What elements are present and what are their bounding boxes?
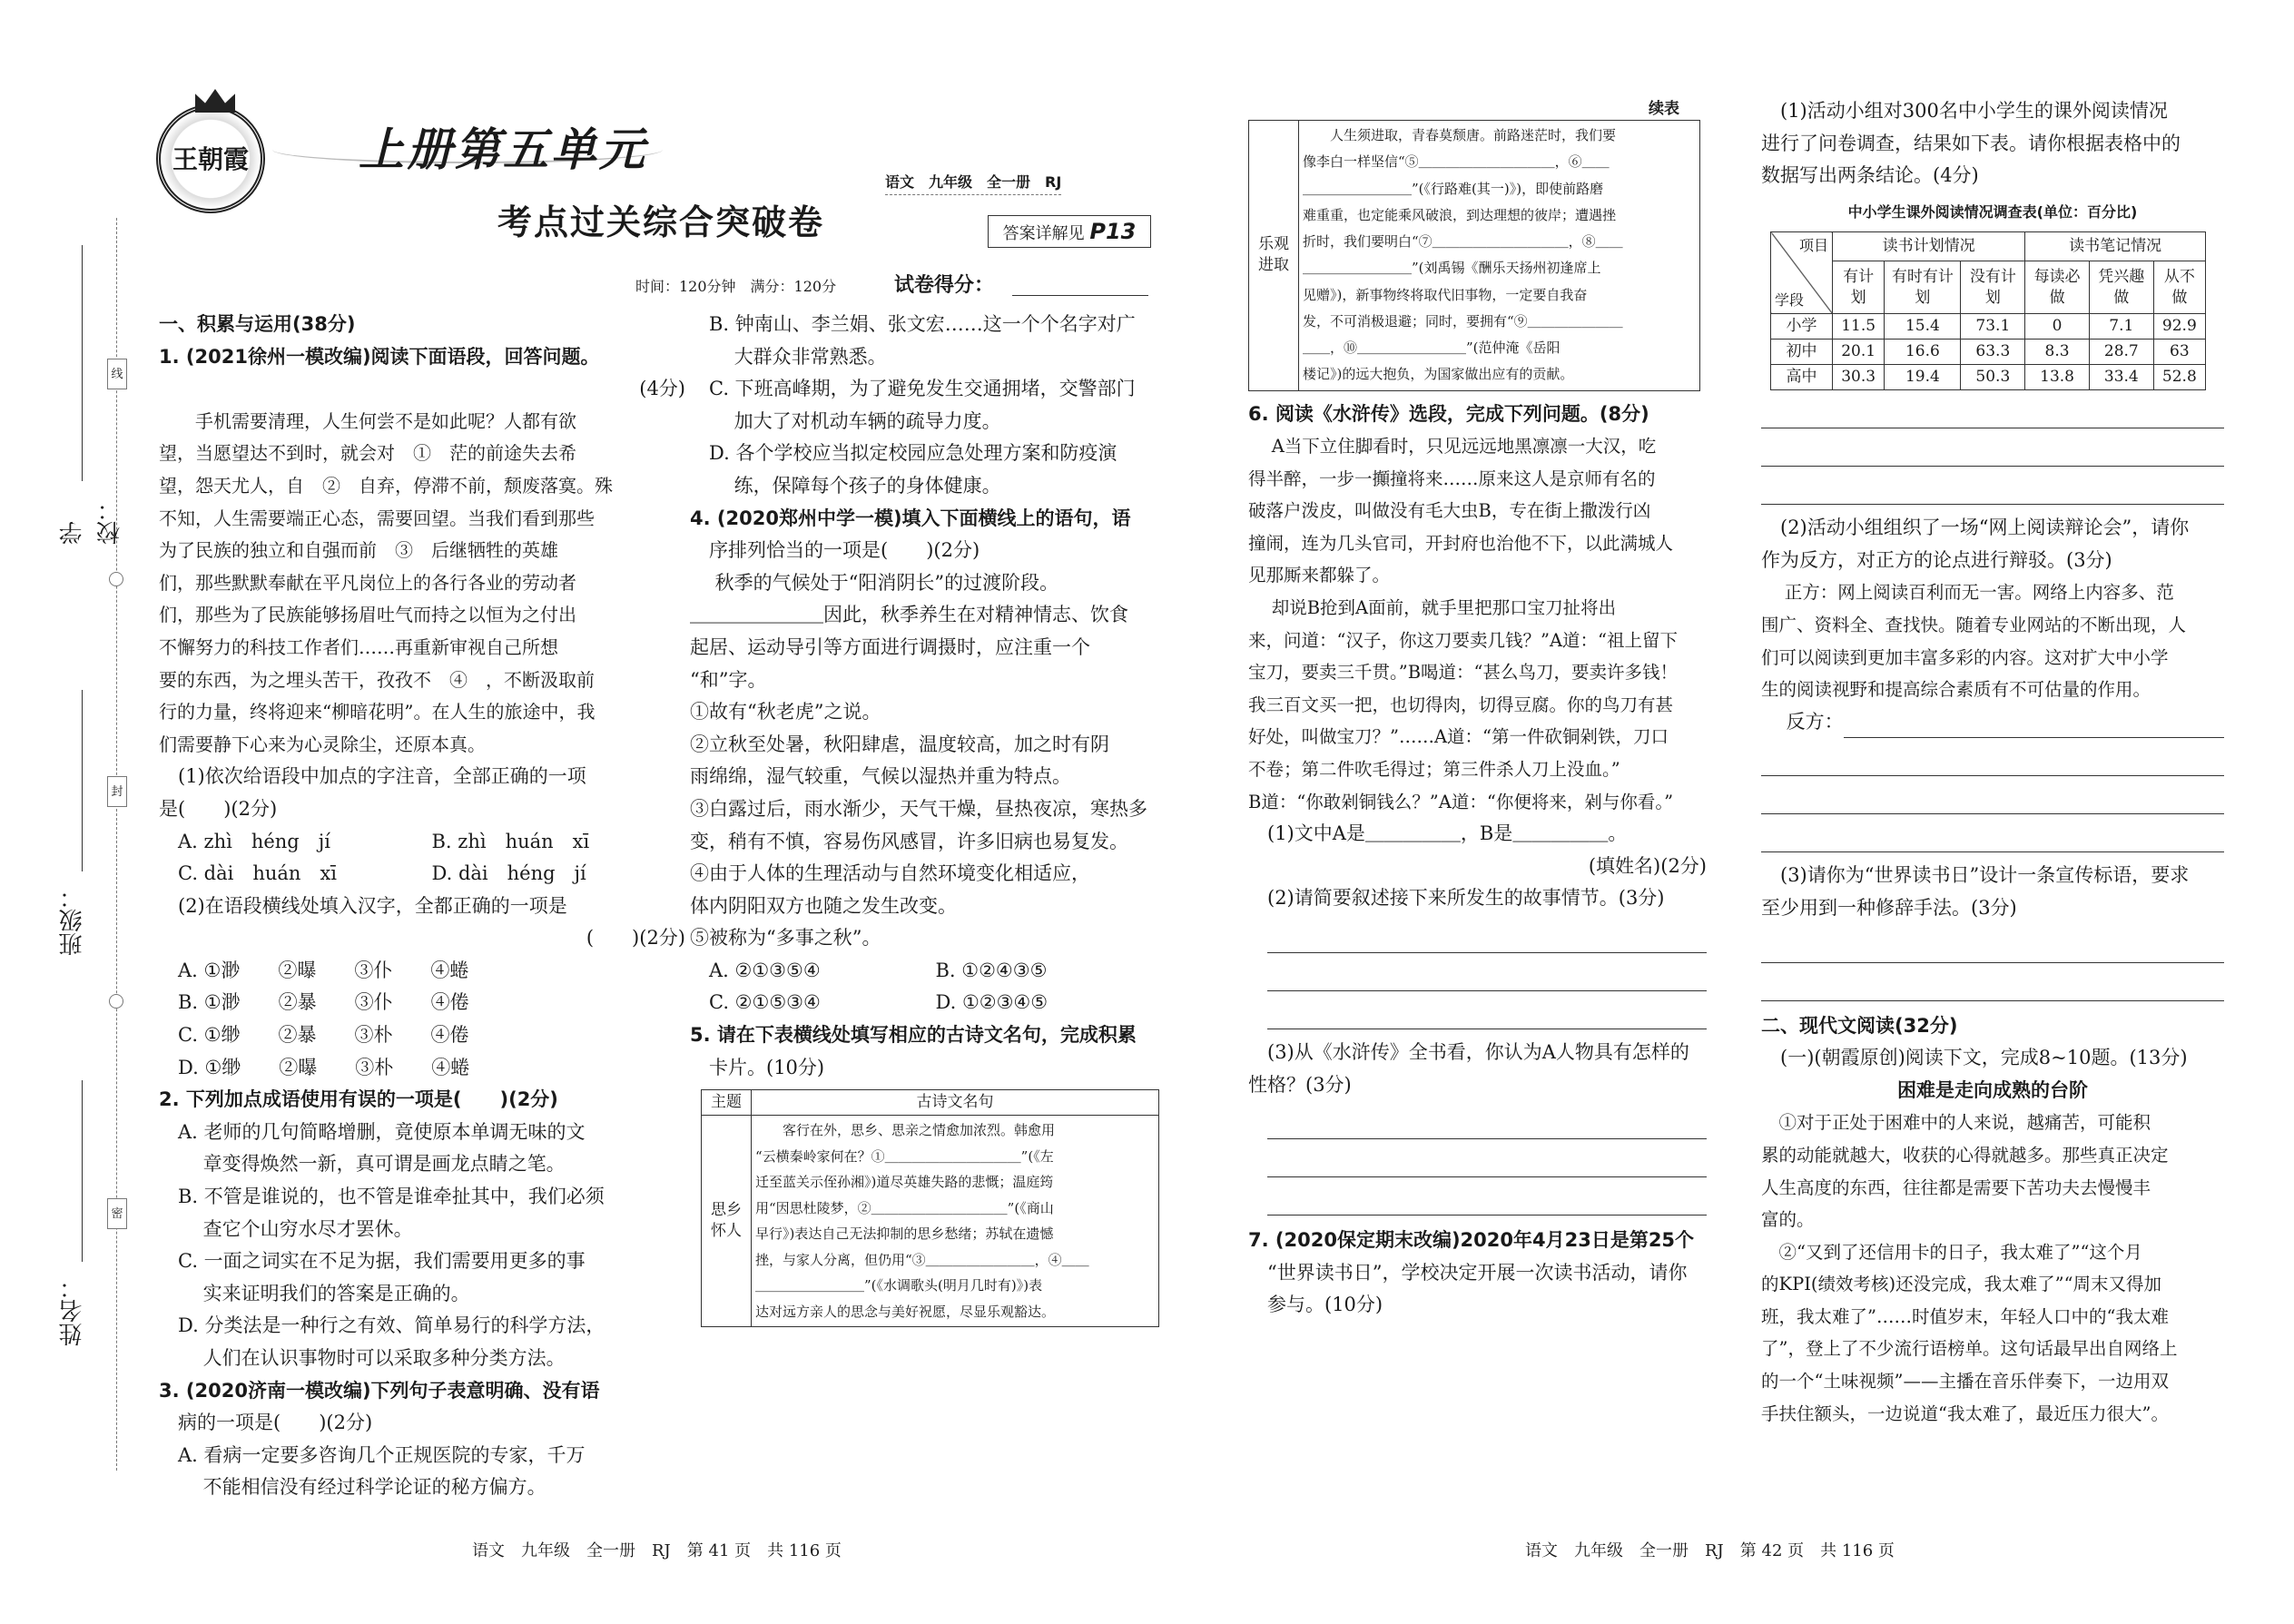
q6-passage (1248, 430, 1707, 818)
q6-line: 不卷；第二件吹毛得过；第三件杀人刀上没血。” (1248, 759, 1620, 781)
q5-cell-line: 达对远方亲人的思念与美好祝愿，尽显乐观豁达。 (755, 1303, 1056, 1320)
q1-line: 行的力量，终将迎来“柳暗花明”。在人生的旅途中，我 (159, 701, 596, 723)
option[interactable]: D. dài héng jí (431, 862, 586, 885)
q5-cell-line: 早行》)表达自己无法抑制的思乡愁绪；苏轼在遗憾 (755, 1225, 1054, 1243)
table-header: 每读必做 (2025, 261, 2090, 314)
section-2-sub: (一)(朝霞原创)阅读下文，完成8~10题。(13分) (1780, 1047, 2188, 1069)
article-line: 累的动能就越大，收获的心得就越多。那些真正决定 (1761, 1144, 2169, 1166)
q5-cell-line: 发，不可消极退避；同时，要拥有“⑨＿＿＿＿＿＿＿ (1303, 312, 1623, 330)
continued-label: 续表 (1649, 100, 1679, 118)
answer-ref-page: P13 (1089, 219, 1137, 244)
meta-tags: 语文 九年级 全一册 RJ (885, 171, 1061, 195)
q5-head: 5. 请在下表横线处填写相应的古诗文名句，完成积累 (690, 1024, 1137, 1047)
q4-line: 起居、运动导引等方面进行调摄时，应注重一个 (690, 635, 1090, 658)
score-field[interactable] (1012, 295, 1148, 296)
table-cell: 7.1 (2089, 314, 2153, 340)
table-cell: 52.8 (2153, 365, 2205, 390)
answer-line[interactable] (1267, 915, 1707, 953)
table-corner (1771, 232, 1833, 314)
q7-sub2: (2)活动小组组织了一场“网上阅读辩论会”，请你 (1780, 517, 2190, 539)
q1-head: 1. (2021徐州一模改编)阅读下面语段，回答问题。 (159, 345, 600, 368)
section-1-title: 一、积累与运用(38分) (159, 313, 356, 335)
q1-line: 望，怨天尤人，自 ② 自弃，停滞不前，颓废落寞。殊 (159, 474, 613, 497)
school-field[interactable] (54, 245, 124, 545)
q3-line[interactable]: C. 下班高峰期，为了避免发生交通拥堵，交警部门 (709, 378, 1136, 400)
class-label: 班级： (59, 885, 86, 956)
q3-head: 3. (2020济南一模改编)下列句子表意明确、没有语 (159, 1379, 600, 1402)
name-field[interactable] (54, 1080, 86, 1380)
table-header: 有时有计划 (1885, 261, 1961, 314)
answer-line[interactable] (1267, 953, 1707, 991)
q7-zheng-line: 正方：网上阅读百利而无一害。网络上内容多、范 (1761, 582, 2174, 604)
table-cell: 28.7 (2089, 340, 2153, 365)
table-cell: 92.9 (2153, 314, 2205, 340)
school-label: 学校： (59, 497, 124, 545)
q5-cell-line: 难重重，也定能乘风破浪，到达理想的彼岸；遭遇挫 (1303, 206, 1617, 223)
table-cell: 50.3 (1961, 365, 2025, 390)
option[interactable]: C. ①缈 ②暴 ③朴 ④倦 (178, 1024, 469, 1047)
q1-line: 为了民族的独立和自强而前 ③ 后继牺牲的英雄 (159, 539, 558, 562)
q4-line: ④由于人体的生理活动与自然环境变化相适应， (690, 862, 1090, 885)
q5-theme-cell: 乐观进取 (1249, 121, 1299, 391)
q7-zheng-line: 生的阅读视野和提高综合素质有不可估量的作用。 (1761, 679, 2151, 701)
q3-line[interactable]: D. 各个学校应当拟定校园应急处理方案和防疫演 (709, 442, 1117, 465)
q5-cell-line: 见赠》)，新事物终将取代旧事物，一定要自我奋 (1303, 286, 1588, 303)
q3-line[interactable]: A. 看病一定要多咨询几个正规医院的专家，千万 (178, 1443, 586, 1466)
table-cell: 73.1 (1961, 314, 2025, 340)
q2-head: 2. 下列加点成语使用有误的一项是( )(2分) (159, 1088, 558, 1111)
q4-line: ②立秋至处暑，秋阳肆虐，温度较高，加之时有阴 (690, 733, 1109, 755)
table-cell: 63.3 (1961, 340, 2025, 365)
footer-right: 语文 九年级 全一册 RJ 第 42 页 共 116 页 (1525, 1541, 1895, 1560)
paper-title: 考点过关综合突破卷 (497, 202, 825, 242)
q3-line: 不能相信没有经过科学论证的秘方偏方。 (178, 1476, 546, 1499)
column-2 (690, 309, 1162, 1327)
q1-sub2: (2)在语段横线处填入汉字，全都正确的一项是 (178, 894, 567, 917)
article-line: 手扶住额头，一边说道“我太难了，最近压力很大”。 (1761, 1403, 2169, 1424)
q6-sub3b: 性格？(3分) (1248, 1073, 1352, 1096)
option[interactable]: A. zhì héng jí (178, 830, 330, 852)
answer-ref-label: 答案详解见 (1002, 224, 1085, 243)
table-cell: 19.4 (1885, 365, 1961, 390)
q1-passage (159, 406, 685, 762)
q2-line: 章变得焕然一新，真可谓是画龙点睛之笔。 (178, 1153, 566, 1176)
column-1 (159, 309, 685, 1504)
score-label: 试卷得分： (894, 274, 995, 297)
q5-cell-line: ＿＿＿＿＿＿＿＿”(《行路难(其一)》)，即使前路磨 (1303, 180, 1604, 197)
column-4 (1761, 95, 2224, 1430)
table-header: 主题 (702, 1090, 752, 1116)
q7-survey-table (1770, 231, 2206, 390)
option[interactable]: A. ②①③⑤④ (709, 959, 821, 981)
table-header: 没有计划 (1961, 261, 2025, 314)
q1-line: 要的东西，为之埋头苦干，孜孜不 ④ ，不断汲取前 (159, 668, 595, 691)
answer-line[interactable] (1844, 711, 2224, 738)
answer-line[interactable] (1267, 1101, 1707, 1139)
article-line: 了”，登上了不少流行语榜单。这句话最早出自网络上 (1761, 1338, 2178, 1360)
q4-line: ③白露过后，雨水渐少，天气干燥，昼热夜凉，寒热多 (690, 797, 1147, 820)
q6-line: B道：“你敢剁铜钱么？”A道：“你便将来，剁与你看。” (1248, 791, 1674, 812)
q5-cell-line: 客行在外，思乡、思亲之情愈加浓烈。韩愈用 (783, 1122, 1056, 1139)
q3-line[interactable]: B. 钟南山、李兰娟、张文宏……这一个个名字对广 (709, 313, 1136, 335)
q4-line: “和”字。 (690, 668, 767, 691)
table-header: 凭兴趣做 (2089, 261, 2153, 314)
q7-head3: 参与。(10分) (1267, 1294, 1383, 1316)
table-row (1771, 314, 2206, 340)
corner-bottom: 学段 (1775, 290, 1805, 309)
q1-score: (4分) (639, 378, 685, 400)
table-cell: 33.4 (2089, 365, 2153, 390)
q1-line: 望，当愿望达不到时，就会对 ① 茫的前途失去希 (159, 442, 576, 465)
q4-head: 4. (2020郑州中学一模)填入下面横线上的语句，语 (690, 507, 1131, 529)
q6-line: 破落户泼皮，叫做没有毛大虫B，专在街上撒泼行凶 (1248, 500, 1651, 522)
binding-circle-1 (109, 572, 123, 586)
q4-line: ⑤被称为“多事之秋”。 (690, 927, 881, 950)
binding-strip (0, 0, 136, 1624)
seal-mark-secret: 密 (107, 1198, 127, 1229)
answer-line[interactable] (1267, 1139, 1707, 1177)
logo (156, 104, 265, 213)
option[interactable]: C. ②①⑤③④ (709, 991, 821, 1014)
table-cell: 8.3 (2025, 340, 2090, 365)
q6-line: 却说B抢到A面前，就手里把那口宝刀扯将出 (1248, 597, 1617, 619)
q5-cell-line: 折时，我们要明白“⑦＿＿＿＿＿＿＿＿＿＿，⑧＿＿ (1303, 233, 1623, 250)
answer-line[interactable] (1761, 925, 2224, 963)
q7-table-title: 中小学生课外阅读情况调查表(单位：百分比) (1847, 202, 2138, 221)
q7-fan-row (1761, 706, 2224, 739)
q4-head2: 序排列恰当的一项是( )(2分) (709, 539, 980, 562)
q6-line: 宝刀，要卖三千贯。”B喝道：“甚么鸟刀，要卖许多钱！ (1248, 662, 1679, 684)
q7-sub1: (1)活动小组对300名中小学生的课外阅读情况 (1780, 100, 2168, 122)
q1-sub1: (1)依次给语段中加点的字注音，全部正确的一项 (178, 765, 586, 788)
q7-sub1: 数据写出两条结论。(4分) (1761, 164, 1979, 187)
article-line: 的一个“土味视频”——主播在音乐伴奏下，一边用双 (1761, 1371, 2169, 1393)
binding-line (116, 218, 117, 1471)
q2-line: 查它个山穷水尽才罢休。 (178, 1217, 413, 1240)
row-label: 小学 (1771, 314, 1833, 340)
q5-cell-line: ＿＿＿＿＿＿＿＿”(刘禹锡《酬乐天扬州初逢席上 (1303, 260, 1601, 277)
q6-head: 6. 阅读《水浒传》选段，完成下列问题。(8分) (1248, 402, 1649, 425)
q6-line: 好处，叫做宝刀？”……A道：“第一件砍铜剁铁，刀口 (1248, 726, 1669, 748)
q2-line[interactable]: D. 分类法是一种行之有效、简单易行的科学方法， (178, 1314, 605, 1337)
q5-cell-line: 楼记》)的远大抱负，为国家做出应有的贡献。 (1303, 366, 1574, 383)
table-cell: 11.5 (1833, 314, 1885, 340)
column-3 (1248, 98, 1707, 1322)
q2-line: 人们在认识事物时可以采取多种分类方法。 (178, 1347, 566, 1369)
binding-circle-2 (109, 994, 123, 1009)
article-line: 班，我太难了”……时值岁末，年轻人口中的“我太难 (1761, 1305, 2169, 1327)
option[interactable]: D. ①②③④⑤ (935, 991, 1049, 1014)
q4-line: 秋季的气候处于“阳消阴长”的过渡阶段。 (690, 571, 1059, 594)
table-cell: 20.1 (1833, 340, 1885, 365)
q1-sub1-options (159, 826, 685, 891)
q4-line: ①故有“秋老虎”之说。 (690, 701, 881, 723)
table-row (1771, 340, 2206, 365)
q5-head2: 卡片。(10分) (709, 1056, 825, 1078)
q7-sub3: (3)请你为“世界读书日”设计一条宣传标语，要求 (1780, 864, 2190, 887)
q7-sub3: 至少用到一种修辞手法。(3分) (1761, 896, 2017, 919)
q1-line: 们，那些默默奉献在平凡岗位上的各行各业的劳动者 (159, 571, 576, 594)
q6-sub1[interactable]: (1)文中A是＿＿＿＿＿，B是＿＿＿＿＿。 (1267, 822, 1628, 845)
q5-cell-line: 人生须进取，青春莫颓唐。前路迷茫时，我们要 (1330, 127, 1617, 143)
q6-sub2: (2)请简要叙述接下来所发生的故事情节。(3分) (1267, 887, 1665, 910)
article-line: 富的。 (1761, 1209, 1815, 1231)
q5-table (701, 1089, 1159, 1327)
q5-cell-line: “云横秦岭家何在？①＿＿＿＿＿＿＿＿＿＿”(《左 (755, 1147, 1054, 1165)
q5-content-cell[interactable] (1299, 121, 1700, 391)
table-group-header: 读书计划情况 (1833, 232, 2025, 261)
time-info: 时间：120分钟 满分：120分 (635, 278, 837, 295)
q3-head2: 病的一项是( )(2分) (178, 1412, 373, 1434)
q7-zheng-line: 们可以阅读到更加丰富多彩的内容。这对扩大中小学 (1761, 646, 2169, 668)
answer-line[interactable] (1761, 814, 2224, 852)
table-cell: 30.3 (1833, 365, 1885, 390)
q4-line: ＿＿＿＿＿＿＿因此，秋季养生在对精神情志、饮食 (690, 604, 1128, 626)
row-label: 初中 (1771, 340, 1833, 365)
q5-cell-line: 像李白一样坚信“⑤＿＿＿＿＿＿＿＿＿＿，⑥＿＿ (1303, 153, 1610, 171)
logo-crown-icon (195, 89, 235, 113)
q6-line: 撞闹，连为几头官司，开封府也治他不下，以此满城人 (1248, 532, 1674, 554)
option[interactable]: C. dài huán xī (178, 862, 338, 885)
q1-line: 们，那些为了民族能够扬眉吐气而持之以恒为之付出 (159, 604, 576, 626)
option[interactable]: B. ①②④③⑤ (935, 959, 1048, 981)
option[interactable]: A. ①渺 ②曝 ③仆 ④蜷 (178, 959, 469, 981)
q6-line: A当下立住脚看时，只见远远地黑凛凛一大汉，吃 (1248, 436, 1657, 458)
answer-line[interactable] (1267, 991, 1707, 1029)
article-body (1761, 1107, 2224, 1430)
option[interactable]: D. ①缈 ②曝 ③朴 ④蜷 (178, 1056, 470, 1078)
seal-mark-seal: 封 (107, 776, 127, 807)
q5-theme-cell: 思乡怀人 (702, 1116, 752, 1327)
q7-head: 7. (2020保定期末改编)2020年4月23日是第25个 (1248, 1229, 1695, 1252)
table-cell: 15.4 (1885, 314, 1961, 340)
seal-mark-line: 线 (107, 359, 127, 389)
q1-line: 不知，人生需要端正心态，需要回望。当我们看到那些 (159, 507, 595, 529)
q4-line: 变，稍有不慎，容易伤风感冒，许多旧病也易复发。 (690, 830, 1128, 852)
q1-line: 们需要静下心来为心灵除尘，还原本真。 (159, 733, 486, 755)
q1-sub1b: 是( )(2分) (159, 797, 278, 820)
table-cell: 0 (2025, 314, 2090, 340)
q7-proposition (1761, 576, 2224, 705)
answer-line[interactable] (1761, 467, 2224, 505)
q3-line: 大群众非常熟悉。 (709, 345, 887, 368)
article-line: ①对于正处于困难中的人来说，越痛苦，可能积 (1778, 1112, 2151, 1134)
answer-line[interactable] (1761, 738, 2224, 776)
answer-line[interactable] (1761, 776, 2224, 814)
q5-cell-line: 用“因思杜陵梦，②＿＿＿＿＿＿＿＿＿＿”(《商山 (755, 1199, 1054, 1216)
q6-line: 我三百文买一把，也切得肉，切得豆腐。你的鸟刀有甚 (1248, 694, 1674, 715)
answer-line[interactable] (1267, 1177, 1707, 1216)
footer-left: 语文 九年级 全一册 RJ 第 41 页 共 116 页 (472, 1541, 842, 1560)
q2-line[interactable]: B. 不管是谁说的，也不管是谁牵扯其中，我们必须 (178, 1186, 605, 1208)
q5-cell-line: 挫，与家人分离，但仍用“③＿＿＿＿＿＿＿＿，④＿＿ (755, 1251, 1089, 1268)
q2-line[interactable]: C. 一面之词实在不足为据，我们需要用更多的事 (178, 1250, 586, 1273)
row-label: 高中 (1771, 365, 1833, 390)
option[interactable]: B. zhì huán xī (431, 830, 590, 852)
table-header: 古诗文名句 (752, 1090, 1159, 1116)
article-line: ②“又到了还信用卡的日子，我太难了”“这个月 (1778, 1241, 2142, 1263)
answer-line[interactable] (1761, 963, 2224, 1001)
table-row (1771, 365, 2206, 390)
q4-line: 体内阴阳双方也随之发生改变。 (690, 894, 957, 917)
q4-options (690, 955, 1162, 1019)
corner-top: 项目 (1798, 237, 1828, 255)
answer-line[interactable] (1761, 428, 2224, 467)
table-header: 有计划 (1833, 261, 1885, 314)
answer-ref-box[interactable] (988, 215, 1151, 248)
section-2-title: 二、现代文阅读(32分) (1761, 1014, 1958, 1037)
table-cell: 16.6 (1885, 340, 1961, 365)
q5-cell-line: 迁至蓝关示侄孙湘》)道尽英雄失路的悲慨；温庭筠 (755, 1174, 1054, 1191)
q2-line: 实来证明我们的答案是正确的。 (178, 1282, 470, 1304)
article-title: 困难是走向成熟的台阶 (1897, 1078, 2088, 1101)
q1-line: 手机需要清理，人生何尝不是如此呢？人都有欲 (195, 409, 576, 432)
name-label: 姓名： (59, 1275, 86, 1346)
q7-zheng-line: 围广、资料全、查找快。随着专业网站的不断出现，人 (1761, 614, 2187, 635)
q5-cell-line: ＿＿，⑩＿＿＿＿＿＿＿＿”(范仲淹《岳阳 (1303, 340, 1561, 356)
class-field[interactable] (54, 690, 86, 989)
q7-head2: “世界读书日”，学校决定开展一次读书活动，请你 (1267, 1261, 1688, 1284)
table-header: 从不做 (2153, 261, 2205, 314)
q5-cell-line: ＿＿＿＿＿＿＿＿”(《水调歌头(明月几时有)》)表 (755, 1277, 1043, 1294)
q5-table-continued (1248, 120, 1700, 391)
q3-line: 加大了对机动车辆的疏导力度。 (709, 409, 1001, 432)
q7-sub1: 进行了问卷调查，结果如下表。请你根据表格中的 (1761, 132, 2181, 154)
option[interactable]: B. ①渺 ②暴 ③仆 ④倦 (178, 991, 469, 1014)
article-line: 人生高度的东西，往往都是需要下苦功夫去慢慢丰 (1761, 1176, 2151, 1198)
q2-line[interactable]: A. 老师的几句简略增删，竟使原本单调无味的文 (178, 1120, 586, 1143)
q3-line: 练，保障每个孩子的身体健康。 (709, 474, 1001, 497)
answer-line[interactable] (1761, 390, 2224, 428)
logo-text: 王朝霞 (172, 144, 249, 174)
q7-sub2: 作为反方，对正方的论点进行辩驳。(3分) (1761, 548, 2112, 571)
q6-sub1b: (填姓名)(2分) (1588, 854, 1707, 877)
q4-line: 雨绵绵，湿气较重，气候以湿热并重为特点。 (690, 765, 1071, 788)
table-cell: 13.8 (2025, 365, 2090, 390)
unit-title: 上册第五单元 (359, 123, 647, 176)
article-line: 的KPI(绩效考核)还没完成，我太难了”“周末又得加 (1761, 1274, 2162, 1295)
q6-line: 来，问道：“汉子，你这刀要卖几钱？”A道：“祖上留下 (1248, 629, 1678, 651)
table-cell: 63 (2153, 340, 2205, 365)
q6-sub3: (3)从《水浒传》全书看，你认为A人物具有怎样的 (1267, 1041, 1689, 1063)
q7-fan-label: 反方： (1761, 710, 1844, 733)
q1-sub2b: ( )(2分) (586, 927, 685, 950)
q6-line: 见那厮来都躲了。 (1248, 565, 1391, 586)
q1-line: 不懈努力的科技工作者们……再重新审视自己所想 (159, 635, 558, 658)
q6-line: 得半醉，一步一攧撞将来……原来这人是京师有名的 (1248, 468, 1656, 489)
table-group-header: 读书笔记情况 (2025, 232, 2206, 261)
q5-content-cell[interactable] (752, 1116, 1159, 1327)
